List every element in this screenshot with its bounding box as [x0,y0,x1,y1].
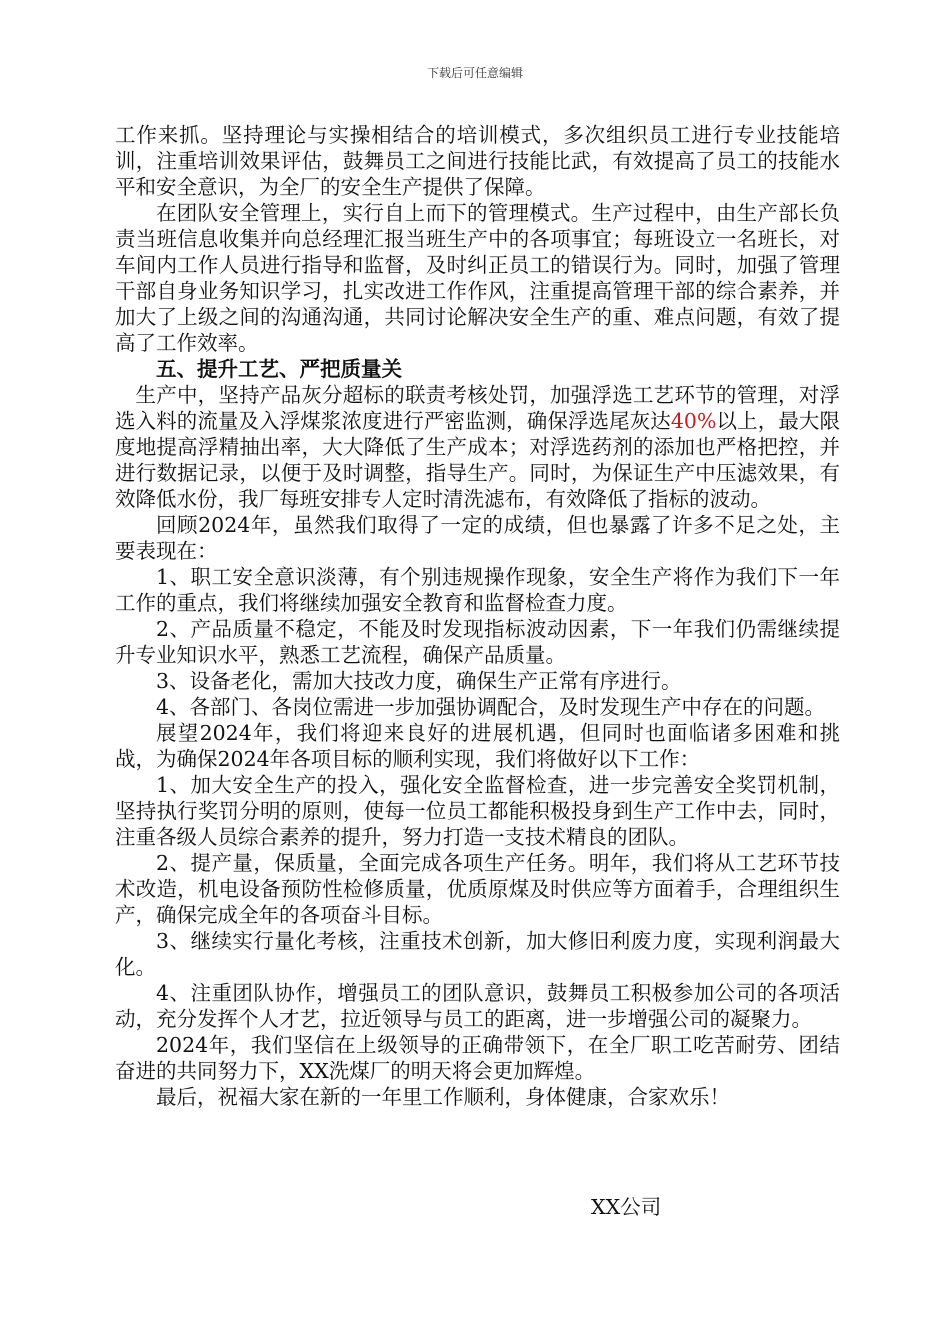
highlight-value: 40% [670,409,717,433]
page-header-note: 下载后可任意编辑 [426,66,523,80]
paragraph: 2024年，我们坚信在上级领导的正确带领下，在全厂职工吃苦耐劳、团结奋进的共同努力下，XX洗煤厂的明天将会更加辉煌。 [115,1033,840,1083]
paragraph-text: 以上，最大限度地提高浮精抽出率，大大降低了生产成本；对浮选药剂的添加也严格把控，并进行数据记录，以便于及时调整，指导生产。同时，为保证生产中压滤效果，有效降低水份，我厂每班安排专人定时清洗滤布，有效降低了指标的波动。 [115,409,840,511]
list-item: 3、设备老化，需加大技改力度，确保生产正常有序进行。 [156,669,682,693]
list-item: 4、注重团队协作，增强员工的团队意识，鼓舞员工积极参加公司的各项活动，充分发挥个人才艺，拉近领导与员工的距离，进一步增强公司的凝聚力。 [115,981,840,1031]
paragraph: 回顾2024年，虽然我们取得了一定的成绩，但也暴露了许多不足之处，主要表现在： [115,513,840,563]
document-body [115,122,840,1110]
list-item: 1、加大安全生产的投入，强化安全监督检查，进一步完善安全奖罚机制，坚持执行奖罚分明的原则，使每一位员工都能积极投身到生产工作中去，同时，注重各级人员综合素养的提升，努力打造一支技术精良的团队。 [115,773,840,849]
list-item: 1、职工安全意识淡薄，有个别违规操作现象，安全生产将作为我们下一年工作的重点，我们将继续加强安全教育和监督检查力度。 [115,565,840,615]
paragraph [115,382,840,512]
paragraph-text: 生产中，坚持产品灰分超标的联责考核处罚，加强浮选工艺环节的管理，对浮选入料的流量及入浮煤浆浓度进行严密监测，确保浮选尾灰达 [115,383,840,433]
paragraph: 展望2024年，我们将迎来良好的进展机遇，但同时也面临诸多困难和挑战，为确保2024年各项目标的顺利实现，我们将做好以下工作： [115,721,840,771]
list-item: 3、继续实行量化考核，注重技术创新，加大修旧利废力度，实现利润最大化。 [115,929,840,979]
list-item: 2、产品质量不稳定，不能及时发现指标波动因素，下一年我们仍需继续提升专业知识水平，熟悉工艺流程，确保产品质量。 [115,617,840,667]
paragraph: 最后，祝福大家在新的一年里工作顺利，身体健康，合家欢乐！ [156,1085,730,1109]
signature: XX公司 [591,1195,662,1219]
list-item: 4、各部门、各岗位需进一步加强协调配合，及时发现生产中存在的问题。 [156,695,826,719]
paragraph: 工作来抓。坚持理论与实操相结合的培训模式，多次组织员工进行专业技能培训，注重培训效果评估，鼓舞员工之间进行技能比武，有效提高了员工的技能水平和安全意识，为全厂的安全生产提供了保障。 [115,123,840,199]
section-heading: 五、提升工艺、严把质量关 [156,357,402,381]
paragraph: 在团队安全管理上，实行自上而下的管理模式。生产过程中，由生产部长负责当班信息收集并向总经理汇报当班生产中的各项事宜；每班设立一名班长，对车间内工作人员进行指导和监督，及时纠正员工的错误行为。同时，加强了管理干部自身业务知识学习，扎实改进工作作风，注重提高管理干部的综合素养，并加大了上级之间的沟通沟通，共同讨论解决安全生产的重、难点问题，有效了提高了工作效率。 [115,201,840,355]
list-item: 2、提产量，保质量，全面完成各项生产任务。明年，我们将从工艺环节技术改造，机电设备预防性检修质量，优质原煤及时供应等方面着手，合理组织生产，确保完成全年的各项奋斗目标。 [115,851,840,927]
